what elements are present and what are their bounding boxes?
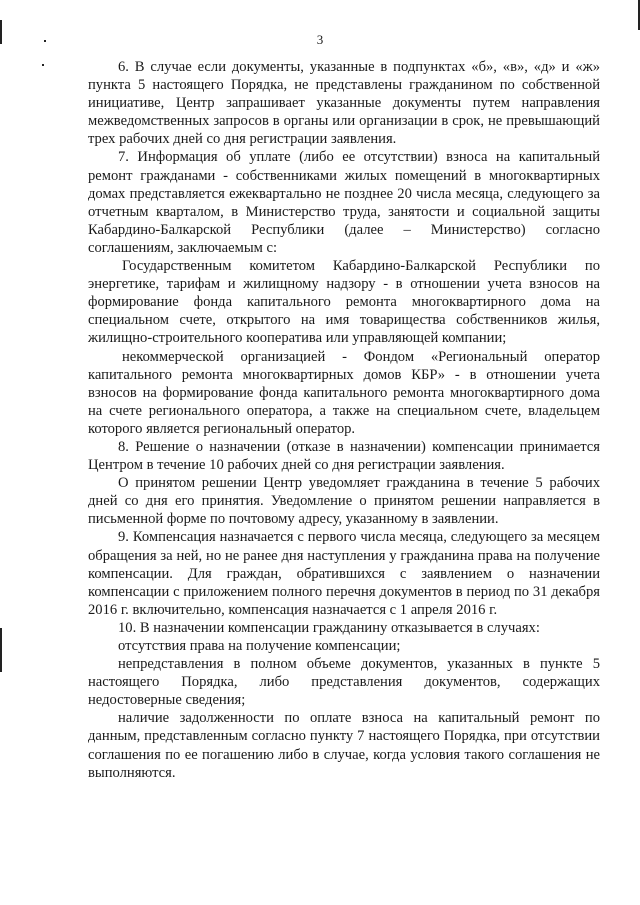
scan-edge-left-bottom xyxy=(0,628,2,672)
document-body xyxy=(88,58,600,782)
paragraph-8-notice: О принятом решении Центр уведомляет гражданина в течение 5 рабочих дней со дня его принятия. Уведомление о принятом решении направляется в письменной форме по почтовому адресу, указанному в заявлении. xyxy=(88,475,600,528)
page-number: 3 xyxy=(316,32,324,47)
paragraph-7-fund: некоммерческой организацией - Фондом «Региональный оператор капитального ремонта многоквартирных домов КБР» - в отношении учета взносов на формирование фонда капитального ремонта многоквартирного дома на счете регионального оператора, а также на специальном счете, владельцем которого является региональный оператор. xyxy=(88,348,600,437)
paragraph-6: 6. В случае если документы, указанные в подпунктах «б», «в», «д» и «ж» пункта 5 настоящего Порядка, не представлены гражданином по собственной инициативе, Центр запрашивает указанные документы путем направления межведомственных запросов в органы или организации в срок, не превышающий трех рабочих дней со дня регистрации заявления. xyxy=(88,59,600,148)
paragraph-8: 8. Решение о назначении (отказе в назначении) компенсации принимается Центром в течение 10 рабочих дней со дня регистрации заявления. xyxy=(88,438,600,474)
paragraph-7-committee: Государственным комитетом Кабардино-Балкарской Республики по энергетике, тарифам и жилищному надзору - в отношении учета взносов на формирование фонда капитального ремонта многоквартирного дома на специальном счете, открытого на имя товарищества собственников жилья, жилищно-строительного кооператива или управляющей компании; xyxy=(88,258,600,347)
paragraph-10-case-2: непредставления в полном объеме документов, указанных в пункте 5 настоящего Порядка, либо представления документов, содержащих недостоверные сведения; xyxy=(88,656,600,709)
paragraph-9: 9. Компенсация назначается с первого числа месяца, следующего за месяцем обращения за ней, но не ранее дня наступления у гражданина права на получение компенсации. Для граждан, обратившихся с заявлением о назначении компенсации с приложением полного перечня документов в период по 31 декабря 2016 г. включительно, компенсация назначается с 1 апреля 2016 г. xyxy=(88,529,600,618)
paragraph-7: 7. Информация об уплате (либо ее отсутствии) взноса на капитальный ремонт гражданами - собственниками жилых помещений в многоквартирных домах представляется ежеквартально не позднее 20 числа месяца, следующего за отчетным кварталом, в Министерство труда, занятости и социальной защиты Кабардино-Балкарской Республики (далее – Министерство) согласно соглашениям, заключаемым с: xyxy=(88,149,600,256)
scan-speck xyxy=(42,64,44,66)
paragraph-10-case-1: отсутствия права на получение компенсации; xyxy=(118,638,401,654)
paragraph-10-case-3: наличие задолженности по оплате взноса на капитальный ремонт по данным, представленным согласно пункту 7 настоящего Порядка, при отсутствии соглашения по ее погашению либо в случае, когда условия такого соглашения не выполняются. xyxy=(88,710,600,781)
paragraph-10: 10. В назначении компенсации гражданину отказывается в случаях: xyxy=(118,619,540,636)
